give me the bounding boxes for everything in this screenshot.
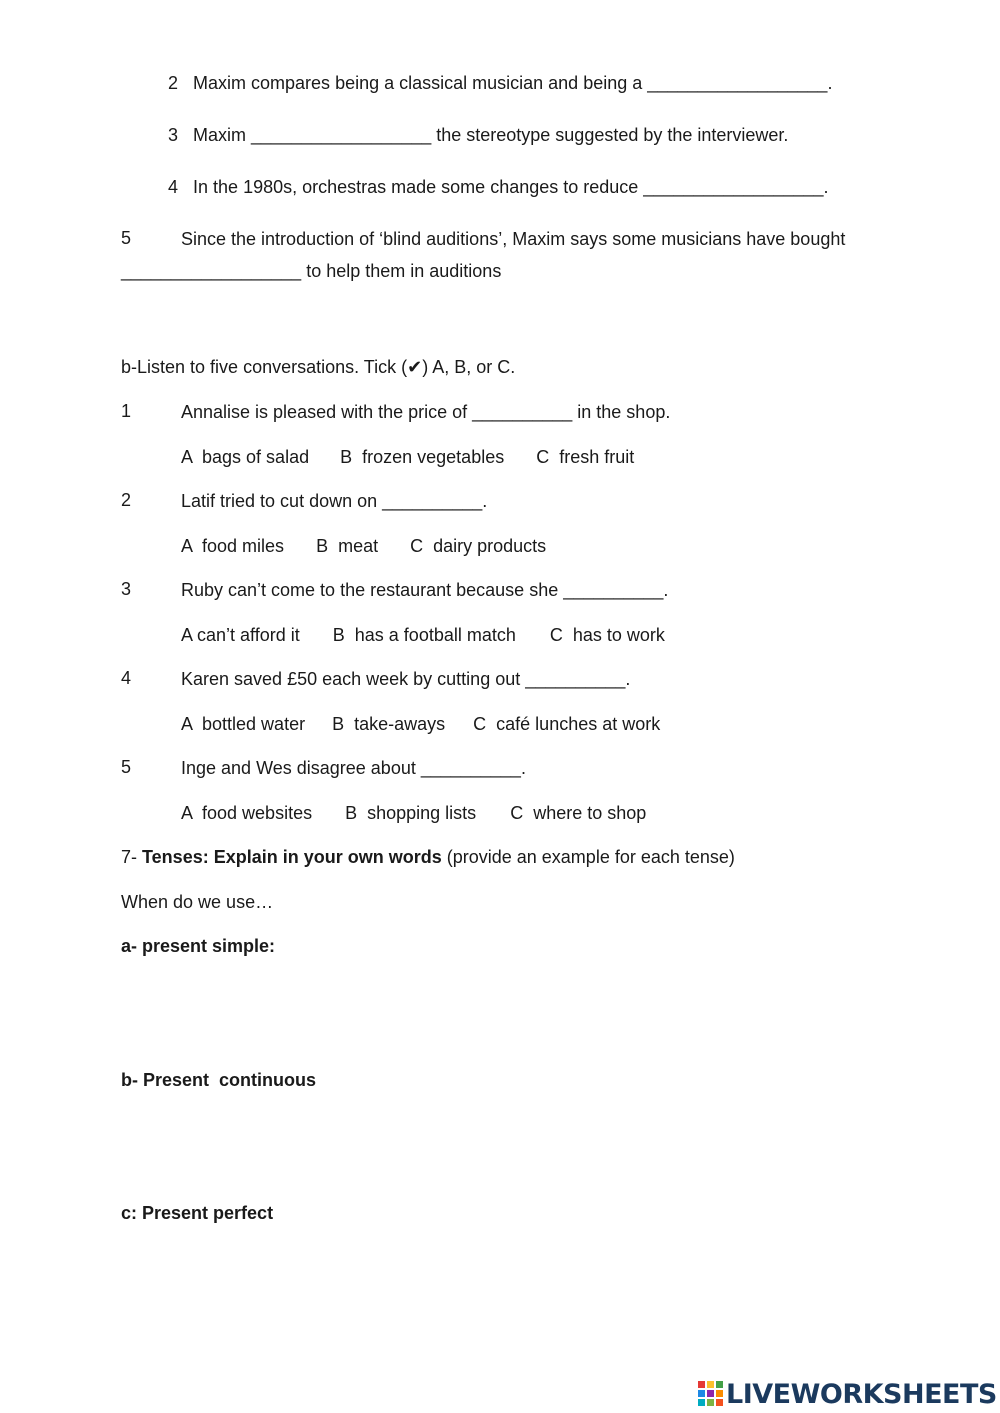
option-a[interactable]: A can’t afford it — [181, 625, 300, 645]
part-a-item-5-number: 5 — [121, 228, 132, 248]
option-b[interactable]: B has a football match — [332, 625, 516, 645]
option-b[interactable]: B take-aways — [332, 714, 446, 734]
option-b[interactable]: B meat — [316, 536, 379, 556]
part-a-item-2 — [168, 72, 832, 94]
section-7-prompt: When do we use… — [121, 892, 274, 912]
option-b[interactable]: B shopping lists — [345, 803, 477, 823]
option-c[interactable]: C has to work — [549, 625, 665, 645]
present-perfect-heading: c: Present perfect — [121, 1203, 274, 1223]
question-number: 4 — [121, 668, 132, 688]
option-c[interactable]: C where to shop — [510, 803, 647, 823]
question-text: Karen saved £50 each week by cutting out __________. — [181, 669, 631, 689]
part-a-item-3 — [168, 124, 788, 146]
present-continuous-heading: b- Present continuous — [121, 1070, 317, 1090]
option-b[interactable]: B frozen vegetables — [340, 447, 505, 467]
present-simple-heading: a- present simple: — [121, 936, 276, 956]
part-a-item-5-text-continued: __________________ to help them in auditions — [121, 261, 502, 281]
liveworksheets-logo-icon — [698, 1381, 724, 1407]
answer-options — [181, 535, 546, 557]
item-text: Maxim compares being a classical musician and being a __________________. — [193, 73, 833, 93]
question-number: 2 — [121, 490, 132, 510]
item-number: 2 — [168, 73, 179, 93]
answer-options — [181, 713, 660, 735]
question-number: 5 — [121, 757, 132, 777]
liveworksheets-logo — [698, 1378, 997, 1410]
section-7-suffix: (provide an example for each tense) — [441, 847, 735, 867]
item-text: Maxim __________________ the stereotype suggested by the interviewer. — [193, 125, 789, 145]
answer-options — [181, 446, 634, 468]
question-text: Inge and Wes disagree about __________. — [181, 758, 526, 778]
question-number: 1 — [121, 401, 132, 421]
section-7-title: Tenses: Explain in your own words — [142, 847, 442, 867]
item-number: 4 — [168, 177, 179, 197]
part-b-instruction: b-Listen to five conversations. Tick (✔) A, B, or C. — [121, 357, 516, 377]
option-a[interactable]: A food websites — [181, 803, 313, 823]
section-7-heading — [121, 846, 735, 868]
section-7-prefix: 7- — [121, 847, 143, 867]
part-a-item-5-text: Since the introduction of ‘blind auditions’, Maxim says some musicians have bought — [181, 229, 846, 249]
question-number: 3 — [121, 579, 132, 599]
item-text: In the 1980s, orchestras made some changes to reduce __________________. — [193, 177, 829, 197]
question-text: Latif tried to cut down on __________. — [181, 491, 488, 511]
option-c[interactable]: C fresh fruit — [536, 447, 635, 467]
answer-options — [181, 802, 646, 824]
option-a[interactable]: A bags of salad — [181, 447, 310, 467]
question-text: Ruby can’t come to the restaurant because she __________. — [181, 580, 669, 600]
option-a[interactable]: A bottled water — [181, 714, 306, 734]
part-a-item-4 — [168, 176, 829, 198]
option-c[interactable]: C dairy products — [410, 536, 547, 556]
option-c[interactable]: C café lunches at work — [473, 714, 661, 734]
item-number: 3 — [168, 125, 179, 145]
option-a[interactable]: A food miles — [181, 536, 285, 556]
liveworksheets-logo-text: LIVEWORKSHEETS — [726, 1378, 997, 1410]
answer-options — [181, 624, 665, 646]
question-text: Annalise is pleased with the price of __________ in the shop. — [181, 402, 671, 422]
